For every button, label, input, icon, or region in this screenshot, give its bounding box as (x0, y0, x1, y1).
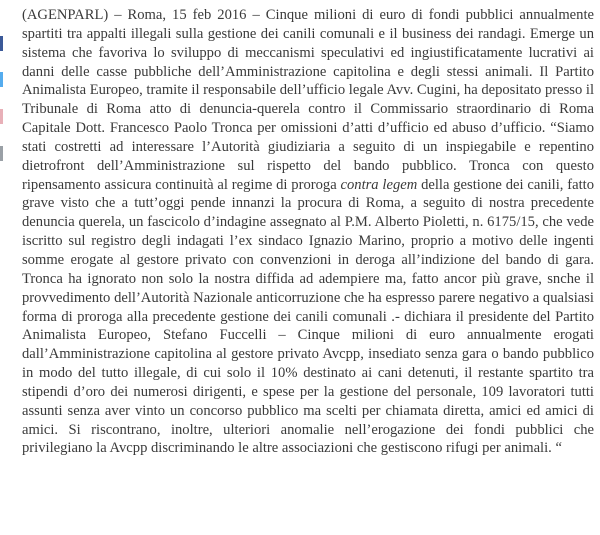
article-text-part2: della gestione dei canili, fatto grave visto che a tutt’oggi pende innanzi la procura di Roma, a seguito di nostra precedente denuncia querela, un fascicolo d’indagine assegnato al P.M. Alberto Pioletti, n. 6175/15, che vede iscritto sul registro degli indagati l’ex sindaco Ignazio Marino, proprio a motivo delle ingenti somme erogate al gestore privato con convenzioni in deroga all’indizione del bando di gara. Tronca ha ignorato non solo la nostra diffida ad adempiere ma, fatto ancor più grave, snche il provvedimento dell’Autorità Nazionale anticorruzione che ha espresso parere negativo a qualsiasi forma di proroga alla precedente gestione dei canili comunali .- dichiara il presidente del Partito Animalista Europeo, Stefano Fuccelli – Cinque milioni di euro annualmente erogati dall’Amministrazione capitolina al gestore privato Avcpp, insediato senza gara o bando pubblico in modo del tutto illegale, di cui solo il 10% destinato ai cani detenuti, il restante spartito tra stipendi d’oro dei numerosi dirigenti, e spese per la gestione del personale, 109 lavoratori tutti assunti senza aver vinto un concorso pubblico ma scelti per chiamata diretta, amici ed amici di amici. Si riscontrano, inoltre, ulteriori anomalie nell’erogazione dei fondi pubblici che privilegiano la Avcpp discriminando le altre associazioni che gestiscono rifugi per animali. “ (22, 176, 594, 457)
article-emphasis: contra legem (340, 176, 418, 193)
share-facebook-edge[interactable] (0, 36, 3, 51)
share-twitter-edge[interactable] (0, 72, 3, 87)
article-text-part1: Cinque milioni di euro di fondi pubblici annualmente spartiti tra appalti illegali sulla gestione dei canili comunali e il business dei randagi. Emerge un sistema che favoriva lo sviluppo di meccanismi speculativi ed ingiustificatamente lucrativi ai danni delle casse pubbliche dell’Amministrazione capitolina e degli stessi animali. Il Partito Animalista Europeo, tramite il responsabile dell’ufficio legale Avv. Cugini, ha depositato presso il Tribunale di Roma atto di denuncia-querela contro il Commissario straordinario di Roma Capitale Dott. Francesco Paolo Tronca per omissioni d’atti d’ufficio ed abuso d’ufficio. “Siamo stati costretti ad interessare l’Autorità giudiziaria a seguito di un inspiegabile e repentino dietrofront dell’Amministrazione sul rispetto del bando pubblico. Tronca con questo ripensamento assicura continuità al regime di proroga (22, 7, 594, 193)
share-google-edge[interactable] (0, 146, 3, 161)
article-body (22, 6, 594, 458)
share-pinterest-edge[interactable] (0, 109, 3, 124)
article-dateline: (AGENPARL) – Roma, 15 feb 2016 – (22, 7, 260, 23)
share-bar-edge (0, 0, 6, 535)
